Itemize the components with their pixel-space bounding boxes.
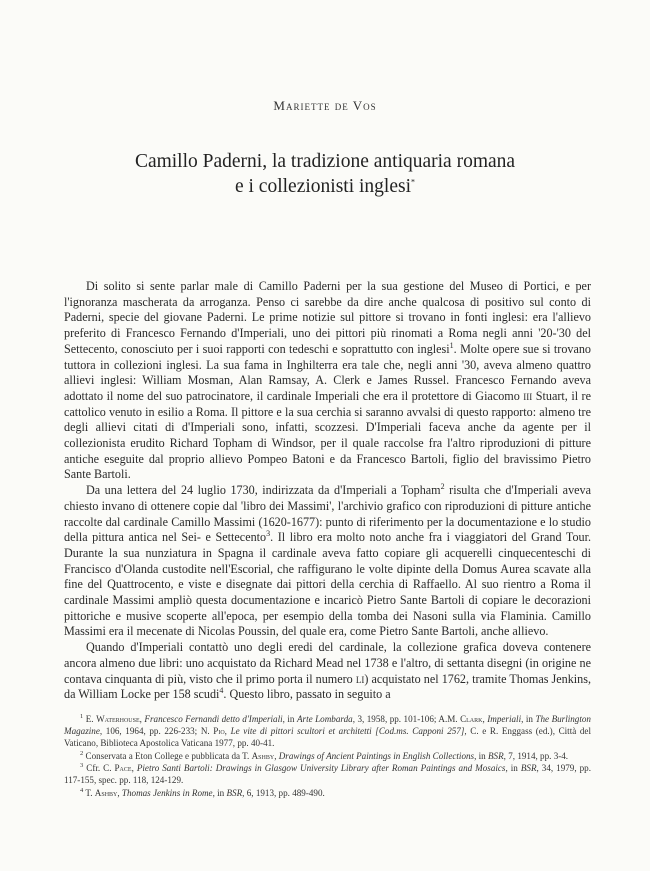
roman-numeral-iii: iii: [523, 388, 533, 403]
footnote-3-sep: ,: [131, 763, 137, 773]
paragraph-2-text-a: Da una lettera del 24 luglio 1730, indirizzata da d'Imperiali a Topham: [86, 483, 441, 498]
paragraph-1-text-a: Di solito si sente parlar male di Camillo Paderni per la sua gestione del Museo di Portici, e per l'ignoranza mascherata da arroganza. Penso ci sarebbe da dire anche qualcosa di positivo sul conto di Paderni, specie del giovane Paderni. Le prime notizie sul pittore si trovano in fonti inglesi: era l'allievo preferito di Francesco Fernando d'Imperiali, uno dei pittori più rinomati a Roma negli anni '20-'30 del Settecento, conosciuto per i suoi rapporti con tedeschi e soprattutto con inglesi: [64, 279, 591, 356]
footnote-3-author: Pace: [114, 763, 132, 773]
footnote-1-author: Pio: [213, 726, 225, 736]
footnote-3-text: , 34, 1979, pp. 117-155, spec. pp. 118, 124-129.: [64, 763, 591, 785]
footnote-4-sep: ,: [117, 787, 122, 798]
paragraph-3-text-b: ) acquistato nel 1762, tramite Thomas Jenkins, da William Locke per 158 scudi: [64, 671, 591, 702]
footnote-1-journal: Arte Lombarda: [296, 714, 353, 724]
footnote-ref-3: 3: [266, 529, 271, 539]
paragraph-3-text-a: Quando d'Imperiali contattò uno degli eredi del cardinale, la collezione grafica doveva contenere ancora almeno due libri: uno acquistato da Richard Mead nel 1738 e l'altro, di settanta disegni (in origine ne contava cinquanta di più, visto che il primo porta il numero: [64, 640, 591, 686]
paragraph-1-text-c: Stuart, il re cattolico venuto in esilio a Roma. Il pittore e la sua cerchia si saranno avvalsi di questo rapporto: almeno tre degli allievi citati di d'Imperiali sono, infatti, scozzesi. D'Imperiali faceva anche da agente per il collezionista erudito Richard Topham di Windsor, per il quale raccolse fra l'altro riproduzioni di pitture antiche eseguite dal proprio allievo Pompeo Batoni e da Francesco Bartoli, figlio del bravissimo Pietro Sante Bartoli.: [64, 388, 591, 482]
footnote-1: [64, 713, 591, 749]
author-name: Mariette de Vos: [273, 98, 377, 113]
footnote-1-work-title: Le vite di pittori scultori et architetti [Cod.ms. Capponi 257]: [230, 726, 465, 736]
title-line-1: Camillo Paderni, la tradizione antiquaria romana: [134, 151, 516, 172]
footnotes: [64, 713, 591, 799]
footnote-4: [64, 787, 591, 799]
footnote-1-text: , in: [521, 714, 536, 724]
footnote-1-text: , in: [282, 714, 297, 724]
footnote-1-sep: ,: [482, 714, 488, 724]
title-asterisk: *: [411, 177, 415, 187]
footnote-3-journal: BSR: [520, 763, 537, 773]
footnote-1-sep: ,: [224, 726, 231, 736]
footnote-2-work-title: Drawings of Ancient Paintings in English Collections: [278, 750, 475, 761]
footnote-4-work-title: Thomas Jenkins in Rome: [121, 787, 213, 798]
paragraph-2-text-c: . Il libro era molto noto anche fra i viaggiatori del Grand Tour. Durante la sua nunziatura in Spagna il cardinale aveva fatto copiare gli acquerelli cinquecenteschi di Francisco d'Olanda custodite nell'Escorial, che raffigurano le volte dipinte della Domus Aurea scavate alla fine del Quattrocento, e viste e disegnate dai pittori della cerchia di Raffaello. Al suo rientro a Roma il cardinale Massimi ampliò questa documentazione e incaricò Pietro Sante Bartoli di copiare le decorazioni pittoriche e musive scoperte all'epoca, per esempio della tomba dei Nasoni sulla via Flaminia. Camillo Massimi era il mecenate di Nicolas Poussin, del quale era, come Pietro Sante Bartoli, anche allievo.: [64, 530, 591, 639]
footnote-3-text: Cfr. C.: [83, 763, 115, 773]
footnote-2-author: Ashby: [251, 750, 275, 761]
footnote-2-journal: BSR: [488, 750, 504, 761]
footnote-4-text: T.: [83, 787, 95, 798]
footnote-4-journal: BSR: [226, 787, 243, 798]
footnote-2-number: 2: [80, 749, 84, 757]
footnote-1-text: , 3, 1958, pp. 101-106; A.M.: [352, 714, 461, 724]
footnote-4-text: , 6, 1913, pp. 489-490.: [242, 787, 325, 798]
footnote-4-text: , in: [212, 787, 227, 798]
footnote-2-text: Conservata a Eton College e pubblicata da T.: [83, 750, 252, 761]
paragraph-2: [64, 483, 591, 640]
footnote-1-text: , 106, 1964, pp. 226-233; N.: [99, 726, 214, 736]
footnote-ref-2: 2: [440, 482, 445, 492]
footnote-4-author: Ashby: [94, 787, 118, 798]
paragraph-3: [64, 640, 591, 703]
footnote-1-journal: The Burlington Magazine: [64, 714, 591, 736]
article-title: [0, 149, 650, 199]
footnote-1-author: Clark: [460, 714, 483, 724]
paragraph-2-text-b: risulta che d'Imperiali aveva chiesto invano di ottenere copie dal 'libro dei Massimi', l'archivio grafico con riproduzioni di pitture antiche raccolte dal cardinale Camillo Massimi (1620-1677): punto di riferimento per la documentazione e lo studio della pittura antica nel Sei- e Settecento: [64, 483, 591, 545]
footnote-2: [64, 750, 591, 762]
footnote-1-author: Waterhouse: [96, 714, 140, 724]
footnote-2-sep: ,: [274, 750, 279, 761]
paragraph-1: [64, 279, 591, 483]
footnote-1-text: E.: [83, 714, 97, 724]
footnote-3-work-title: Pietro Santi Bartoli: Drawings in Glasgow University Library after Roman Paintings and Mosaics: [136, 763, 506, 773]
body-text: [64, 279, 591, 703]
title-line-2: [0, 174, 650, 199]
footnote-1-work-title: Francesco Fernandi detto d'Imperiali: [144, 714, 283, 724]
title-line-2-text: e i collezionisti inglesi: [234, 176, 411, 197]
footnote-ref-4: 4: [219, 686, 224, 696]
paragraph-3-text-c: . Questo libro, passato in seguito a: [223, 687, 391, 702]
footnote-4-number: 4: [80, 786, 84, 794]
paragraph-1-text-b: . Molte opere sue si trovano tuttora in collezioni inglesi. La sua fama in Inghilterra era tale che, negli anni '30, aveva almeno quattro allievi inglesi: William Mosman, Alan Ramsay, A. Clerk e James Russel. Francesco Fernando aveva adottato il nome del suo patrocinatore, il cardinale Imperiali che era il protettore di Giacomo: [64, 341, 591, 403]
footnote-3: [64, 762, 591, 786]
footnote-ref-1: 1: [449, 340, 454, 350]
roman-numeral-li: li: [355, 671, 365, 686]
footnote-1-sep: ,: [139, 714, 145, 724]
footnote-3-number: 3: [80, 761, 84, 769]
footnote-3-text: , in: [505, 763, 521, 773]
footnote-2-text: , 7, 1914, pp. 3-4.: [503, 750, 569, 761]
footnote-2-text: , in: [474, 750, 488, 761]
footnote-1-number: 1: [80, 712, 84, 720]
footnote-1-work-title: Imperiali: [487, 714, 522, 724]
footnote-1-text: , C. e R. Enggass (ed.), Città del Vaticano, Biblioteca Apostolica Vaticana 1977, pp. 40-41.: [64, 726, 591, 748]
